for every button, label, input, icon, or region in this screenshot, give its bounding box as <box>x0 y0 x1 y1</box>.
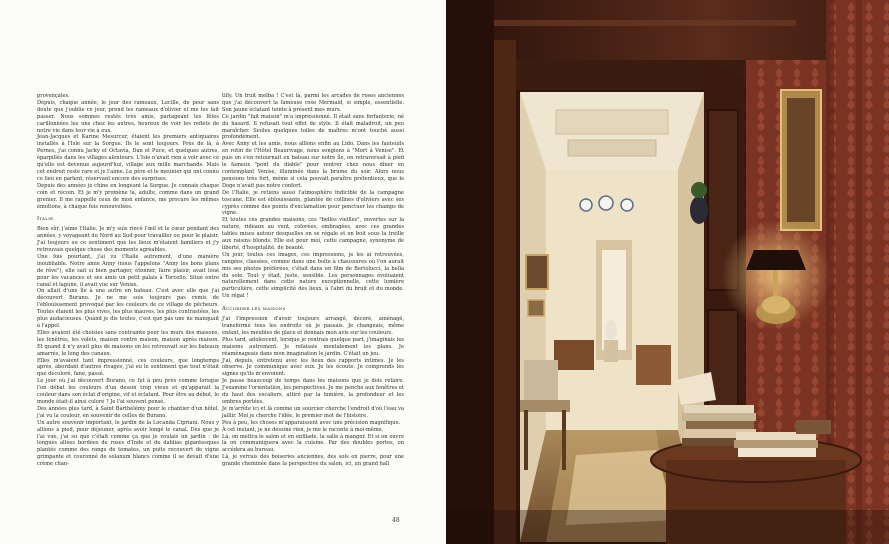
paragraph: provençales. <box>37 93 70 99</box>
paragraph: Elles avaient été choisies sans contrainte pour les murs des maisons, les fenêtres, les volets, maison contre maison, maison après maison. Et quand il n'y avait plus de maisons on les retrouvait sur les bateaux amarrés, le long des canaux. <box>37 329 219 357</box>
paragraph: Le jour où j'ai découvert Burano, ce fut à peu près comme lorsque l'on débat les couleurs d'un dessin trop vieux et qu'apparait la couleur dans son éclat d'origine, vif et éclatant. Pour être au début, le monde était-il ainsi coloré ? Je l'ai souvent pensé. <box>37 378 219 405</box>
paragraph: Je m'arrête ici et là comme un sourcier cherche l'endroit d'où l'eau va jaillir. Moi je cherche l'idée, le premier mot de l'histoire. <box>222 405 404 419</box>
left-text-column <box>37 93 219 468</box>
paragraph: Là, je verrais des boiseries anciennes, des sols en pierre, pour une grande cheminée dans la perspective du salon, ici, un grand hall <box>222 454 404 468</box>
paragraph: Un jour, toutes ces images, ces impressions, je les ai retrouvées, rangées, classées, comme dans une boîte à chaussures où l'on aurait mis ses photos préférées, c'était dans un film de Bertolucci, la bella du sole. Tout y était, juste, sensible. Les personnages évoluaient naturellement dans cette nature exceptionnelle, cette lumière particulière, cette simplicité des lieux, à l'abri du bruit et du monde. Un régal ! <box>222 251 404 300</box>
paragraph: J'ai l'impression d'avoir toujours arrangé, décoré, aménagé, transformé tous les endroits où je passais. Je changeais, même enfant, les meubles de place et donnais mon avis sur les couleurs. <box>222 316 404 336</box>
paragraph: Un autre souvenir important, le jardin de la Locanda Cipriani. Nous y allions à pied, pour déjeuner, après avoir longé le canal. Dès que je l'ai vue, j'ai su que c'était comme ça que je voulais un jardin : de longues allées bordées de roses d'Inde et de dahlias gigantesques plantés comme des rangs de tomates, un puits recouvert de vigne grimpante et couronné de solanum blancs comme il se devait d'une crème chan- <box>37 419 219 468</box>
paragraph: J'ai, depuis, entretenu avec les lieux des rapports intimes. Je les observe. Je communique avec eux. Je les écoute. Je comprends les signes qu'ils m'envoient. <box>222 357 404 378</box>
paragraph: À cet instant, je ne dessine rien, je me le raconte à moi-même. <box>222 426 384 433</box>
paragraph: Avec Anny et les amis, nous allions enfin au Lido. Dans les fauteuils en rotin de l'Hôtel Beaurivage, nous songions à "Mort à Venise". Et puis on s'en retournait en bateau sur notre île, on retraversait à pied le fameux "pont du diable" pour rentrer chez nous dîner en contemplant Venise, illuminée dans la brume du soir. Alors nous pensions très fort, même si cela pouvait paraître prétentieux, que le Doge n'avait pas notre confort. <box>222 141 404 189</box>
right-text-column <box>222 93 404 468</box>
section-heading: Italie <box>37 216 54 223</box>
section-heading: Accorder les maisons <box>222 306 286 313</box>
paragraph: Des années plus tard, à Saint Barthélémy pour le chantier d'un hôtel, j'ai vu la couleur, en souvenir de celles de Burano. <box>37 405 219 419</box>
paragraph: tilly. Un fruit melba ! C'est là, parmi les arcades de roses anciennes que j'ai découvert la fameuse rose Mermaid, si simple, essentielle. Son jaune éclatant teinte à présent mes murs. <box>222 93 404 113</box>
paragraph: De l'Italie, je retiens aussi l'atmosphère indicible de la campagne toscane. Elle est éblouissante, plantée de collines d'oliviers avec ses cyprès comme des points d'exclamation pour ponctuer les champs de vigne. <box>222 189 404 217</box>
paragraph: Et toutes ces grandes maisons, ces "belles vieilles", ouvertes sur la nature, rideaux au vent, colorées, ombragées, avec ces grandes tables mises autour desquelles on se régale et on boit sous la treille aux raisins blonds. Elle est pour moi, cette campagne, synonyme de liberté, d'hospitalité, de beauté. <box>222 217 404 251</box>
paragraph: Depuis, chaque année, le jour des rameaux, Lucille, de peur sans doute que j'oublie ce jour, prend les rameaux d'olivier et me les fait passer. Nous sommes restés très amis, partageant les fêtes carillonnées les uns chez les autres, heureux de voir les reflets de notre vie dans leur vie à eux. <box>37 99 219 134</box>
paragraph: On allait d'une île à une autre en bateau. C'est avec elle que j'ai découvert Burano. Je ne me suis toujours pas remis de l'éblouissement provoqué par les couleurs de ce village de pêcheurs. Toutes étaient les plus vives, les plus mauves, les plus contrastées, les plus audacieuses. Quand je dis toutes, c'est que pas une ne manquait à l'appel. <box>37 288 219 329</box>
interior-photo-drawing <box>446 0 889 544</box>
paragraph: Bien sûr, j'aime l'Italie. Je m'y suis rincé l'œil et le cœur pendant des années, y voyageant du Nord au Sud pour travailler ou pour le plaisir. J'ai toujours eu ce sentiment que les lieux m'étaient familiers et j'y retrouvais quelque chose des moments agréables. <box>37 226 219 254</box>
paragraph: Ce jardin "fait maison" m'a impressionné. Il était sans forfanterie, né du hasard. Il refusait tout effet de style. Il était maladroit, un peu maraîcher. Seules quelques toiles de maîtres m'ont touché aussi profondément. <box>222 113 404 141</box>
interior-photo <box>446 0 889 544</box>
paragraph: Peu à peu, les choses m'apparaissent avec une précision magnifique. <box>222 419 401 426</box>
paragraph: Elles m'avaient tant impressionné, ces couleurs, que longtemps après, abordant d'autres rivages, j'ai eu le sentiment que tout n'était que décoloré, fané, passé. <box>37 357 219 378</box>
paragraph: Plus tard, adolescent, lorsque je rentrais quelque part, j'imaginais les maisons autrement. Je refaisais mentalement les plans. Je réaménageais dans mon imagination le jardin. C'était un jeu. <box>222 336 404 357</box>
paragraph: Jean-Jacques et Karine Mesurcur, étaient les premiers antiquaires installés à l'Isle sur la Sorgue. Ils le sont toujours. Près de là, à Pernes, j'ai connu Jacky et Octavia, Dan et Puce, et quelques autres, éparpillés dans les villages alentours. L'Isle n'avait rien à voir avec ce qu'elle est devenue aujourd'hui, village aux mille marchands. Mais cet endroit reste rare et je l'aime. Le père et le meunier qui ont connu ce lieu en parlent, réservant encore des surprises. <box>37 134 219 182</box>
paragraph: Depuis des années je chine en longeant la Sorgue. Je connais chaque coin et recoin. Et je m'y promène là, adulte, comme dans un grand grenier. Il me rappelle ceux de mon enfance, me procure les mêmes émotions, à chaque fois renouvelées. <box>37 182 219 210</box>
paragraph: Je passe beaucoup de temps dans les maisons que je dois refaire. J'examine l'orientation, les perspectives. Je me penche aux fenêtres et du haut des escaliers, attiré par la lumière, la profondeur et les ombres portées. <box>222 378 404 405</box>
paragraph: Là, on mettra le salon et en enfilade, la salle à manger. Et si on ouvre là on communiquera avec la cuisine. Par des doubles portes, on accédera au bureau. <box>222 433 404 454</box>
page-number: 48 <box>392 517 400 524</box>
paragraph: Une fois pourtant, j'ai vu l'Italie autrement, d'une manière inoubliable. Notre amie Anny (nous l'appelons "Anny les bons plans de rêve"), elle sait si bien partager, étonner, faire plaisir, avait loué pour les vacances et ses amis un petit palais à Torcello. Situé entre canal et lagune, il avait vue sur Venise. <box>37 253 219 288</box>
